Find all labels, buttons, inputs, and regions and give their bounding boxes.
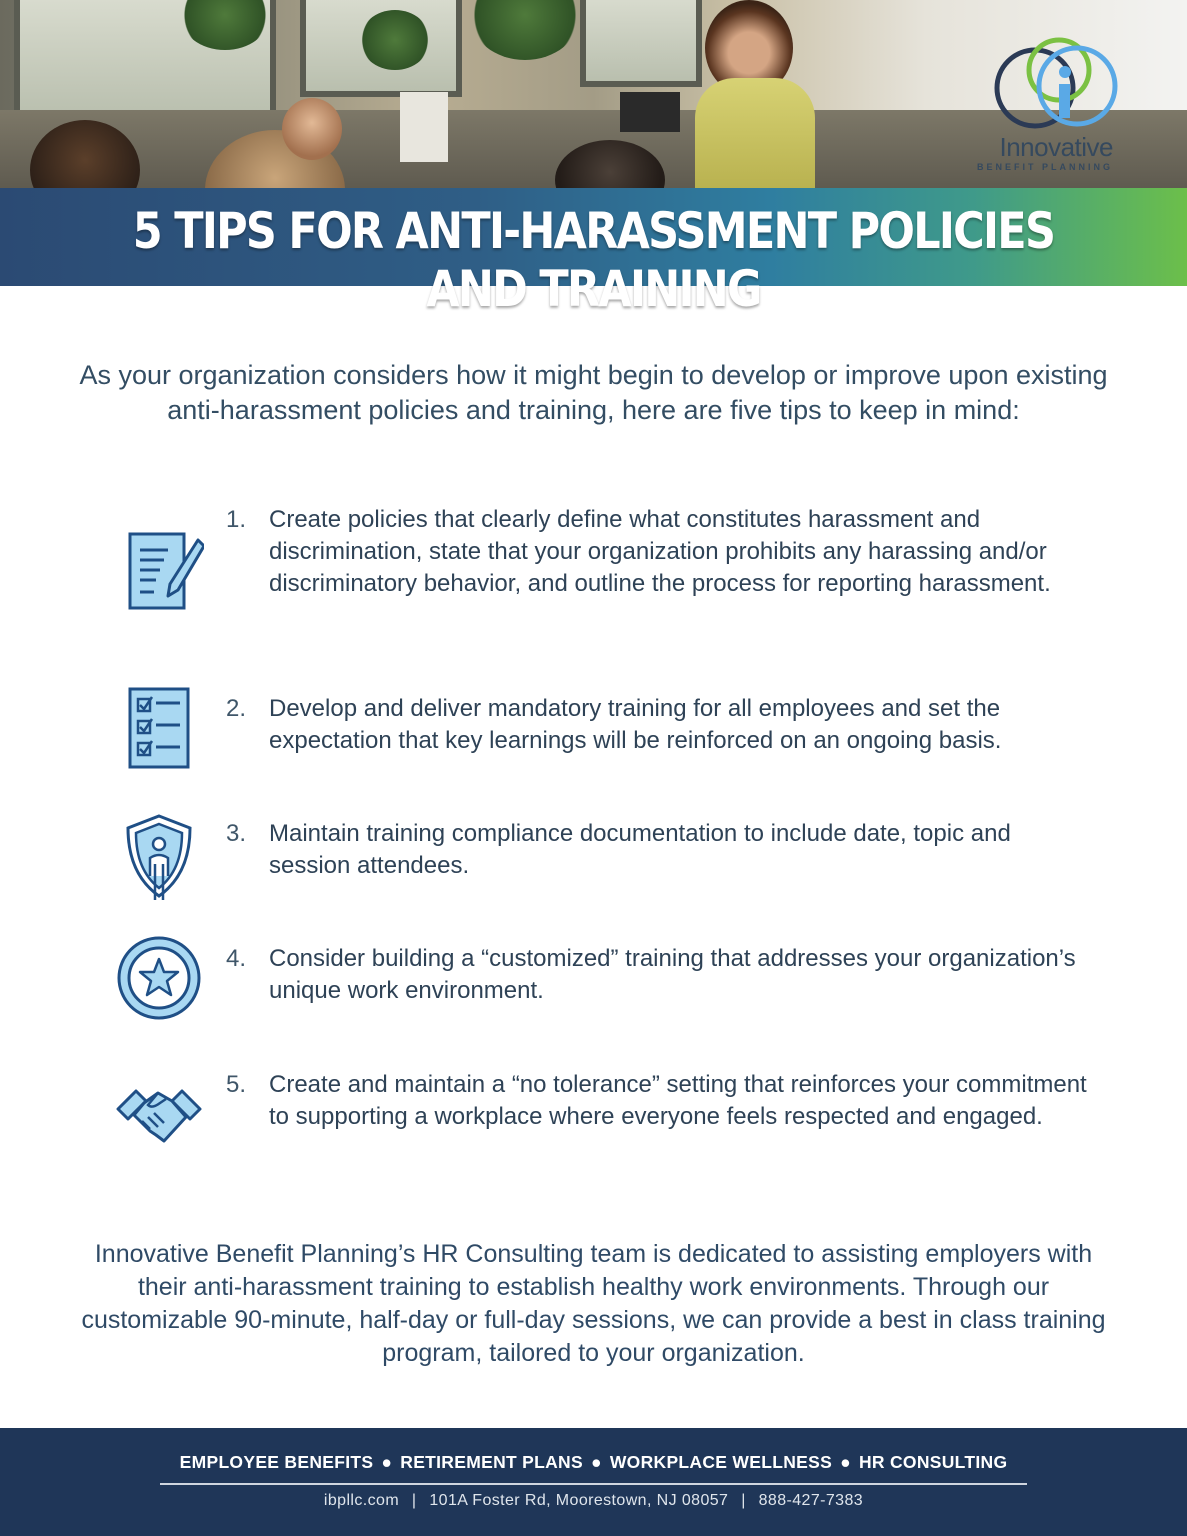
tip-text: Consider building a “customized” training that addresses your organization’s unique work environment. [269,945,1076,1004]
footer-divider [160,1483,1027,1485]
service-item: HR CONSULTING [858,1452,1008,1472]
tip-number: 1. [226,506,247,533]
handshake-icon [114,1069,204,1159]
pipe-separator: | [411,1492,417,1509]
radiator [400,92,448,162]
tip-number: 5. [226,1071,247,1098]
title-band [0,188,1187,318]
monitor [620,92,680,132]
tip-text: Create and maintain a “no tolerance” setting that reinforces your commitment to supporting a workplace where everyone feels respected and engaged. [269,1071,1087,1130]
closing-paragraph: Innovative Benefit Planning’s HR Consulting team is dedicated to assisting employers with their anti-harassment training to establish healthy work environments. Through our customizable 90-minute, half-day or full-day sessions, we can provide a best in class training program, tailored to your organization. [81,1240,1106,1367]
logo-wordmark: Innovative [999,132,1113,162]
phone-number[interactable]: 888-427-7383 [758,1492,864,1509]
website-link[interactable]: ibpllc.com [323,1492,400,1509]
intro-paragraph: As your organization considers how it might begin to develop or improve upon existing anti-harassment policies and training, here are five tips to keep in mind: [79,360,1108,425]
shield-person-icon [114,812,204,902]
pipe-separator: | [741,1492,746,1509]
bullet-separator: ● [840,1452,851,1472]
tip-text: Develop and deliver mandatory training for all employees and set the expectation that key learnings will be reinforced on an ongoing basis. [269,695,1002,754]
plant [470,0,580,60]
document-pen-icon [114,526,204,616]
service-item: RETIREMENT PLANS [400,1452,583,1472]
tip-text: Maintain training compliance documentation to include date, topic and session attendees. [269,820,1011,879]
header-photo [0,0,1187,188]
bullet-separator: ● [381,1452,393,1472]
star-badge-icon [114,933,204,1023]
contact-line [0,1492,1187,1510]
presenter-body [695,78,815,188]
tip-number: 3. [226,820,247,847]
services-list [0,1452,1187,1473]
tip-text: Create policies that clearly define what constitutes harassment and discrimination, state that your organization prohibits any harassing and/or discriminatory behavior, and outline the process for reporting harassment. [269,506,1051,597]
footer [0,1428,1187,1536]
tip-number: 4. [226,945,247,972]
service-item: EMPLOYEE BENEFITS [179,1452,374,1472]
tip-number: 2. [226,695,247,722]
plant [360,10,430,70]
page-title: 5 TIPS FOR ANTI-HARASSMENT POLICIES AND TRAINING [132,202,1055,318]
person-head [282,98,342,160]
logo-tagline: BENEFIT PLANNING [976,162,1113,172]
service-item: WORKPLACE WELLNESS [609,1452,833,1472]
bullet-separator: ● [590,1452,602,1472]
window-right [580,0,702,87]
address: 101A Foster Rd, Moorestown, NJ 08057 [429,1492,729,1509]
checklist-icon [114,685,204,775]
